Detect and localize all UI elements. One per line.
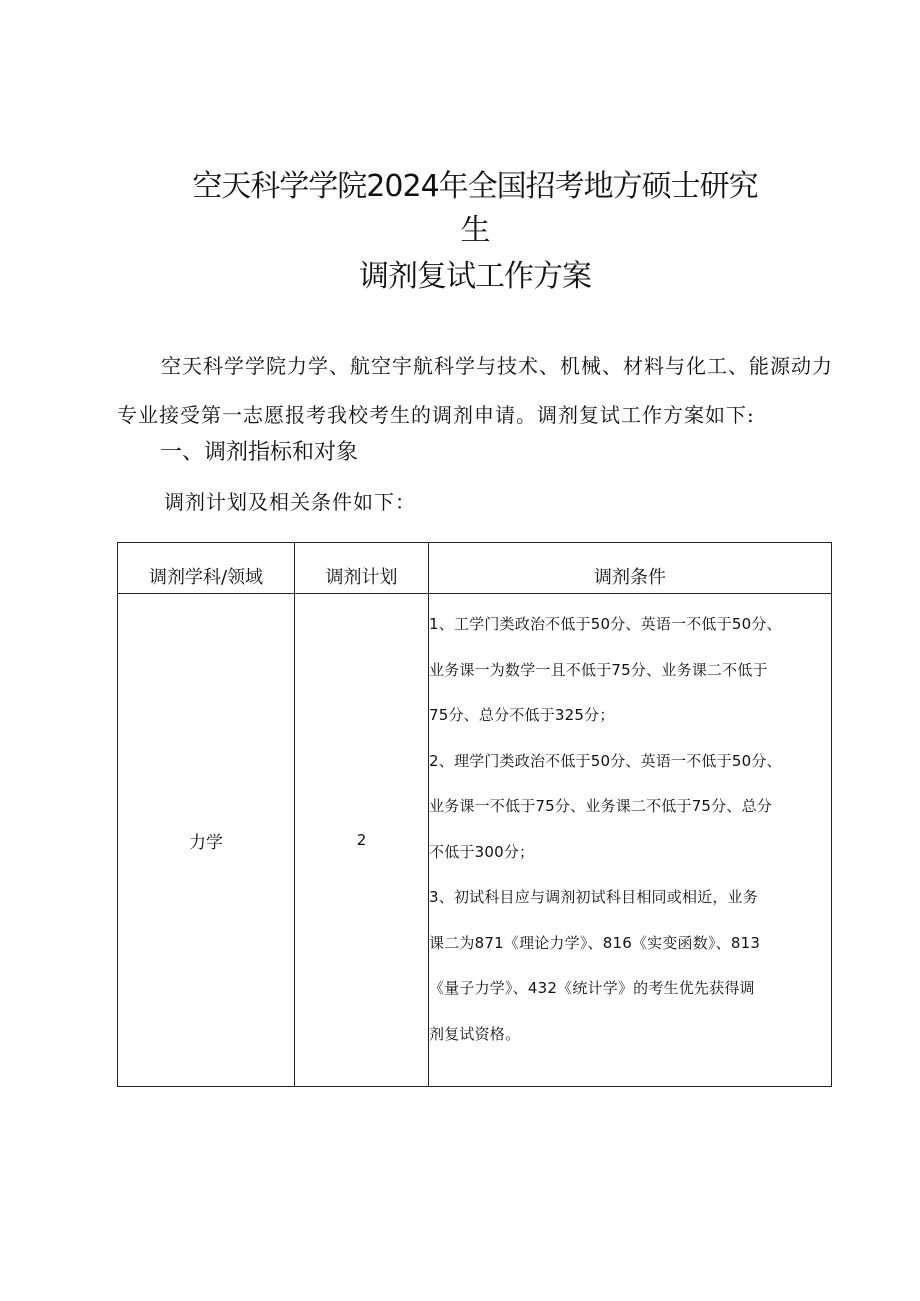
document-title-line-3: 调剂复试工作方案 xyxy=(359,259,591,294)
condition-line: 1、工学门类政治不低于50分、英语一不低于50分、 xyxy=(429,615,782,633)
condition-line: 业务课一为数学一且不低于75分、业务课二不低于 xyxy=(429,660,768,679)
document-title-line-2: 生 xyxy=(460,213,490,248)
header-plan: 调剂计划 xyxy=(295,543,429,594)
condition-line: 剂复试资格。 xyxy=(429,1024,521,1043)
section-heading-quota: 一、调剂指标和对象 xyxy=(160,440,359,465)
header-conditions: 调剂条件 xyxy=(429,543,832,594)
section-lead-text: 调剂计划及相关条件如下： xyxy=(164,490,416,514)
table-header-row xyxy=(118,543,832,594)
condition-line: 2、理学门类政治不低于50分、英语一不低于50分、 xyxy=(429,751,782,770)
condition-line: 《量子力学》、432《统计学》的考生优先获得调 xyxy=(429,979,755,997)
condition-line: 不低于300分； xyxy=(429,842,535,861)
document-title-line-1: 空天科学学院2024年全国招考地方硕士研究 xyxy=(192,169,758,204)
condition-line: 业务课一不低于75分、业务课二不低于75分、总分 xyxy=(429,797,772,815)
cell-subject: 力学 xyxy=(118,594,295,1087)
cell-plan: 2 xyxy=(295,594,429,1087)
condition-line: 75分、总分不低于325分； xyxy=(429,706,615,724)
condition-line: 课二为871《理论力学》、816《实变函数》、813 xyxy=(429,933,761,952)
intro-paragraph: 空天科学学院力学、航空宇航科学与技术、机械、材料与化工、能源动力专业接受第一志愿报考我校考生的调剂申请。调剂复试工作方案如下: xyxy=(117,354,833,427)
condition-line: 3、初试科目应与调剂初试科目相同或相近，业务 xyxy=(429,888,758,906)
quota-table xyxy=(117,542,832,1087)
header-subject: 调剂学科/领域 xyxy=(118,543,295,594)
cell-conditions xyxy=(429,594,832,1087)
table-row xyxy=(118,594,832,1087)
